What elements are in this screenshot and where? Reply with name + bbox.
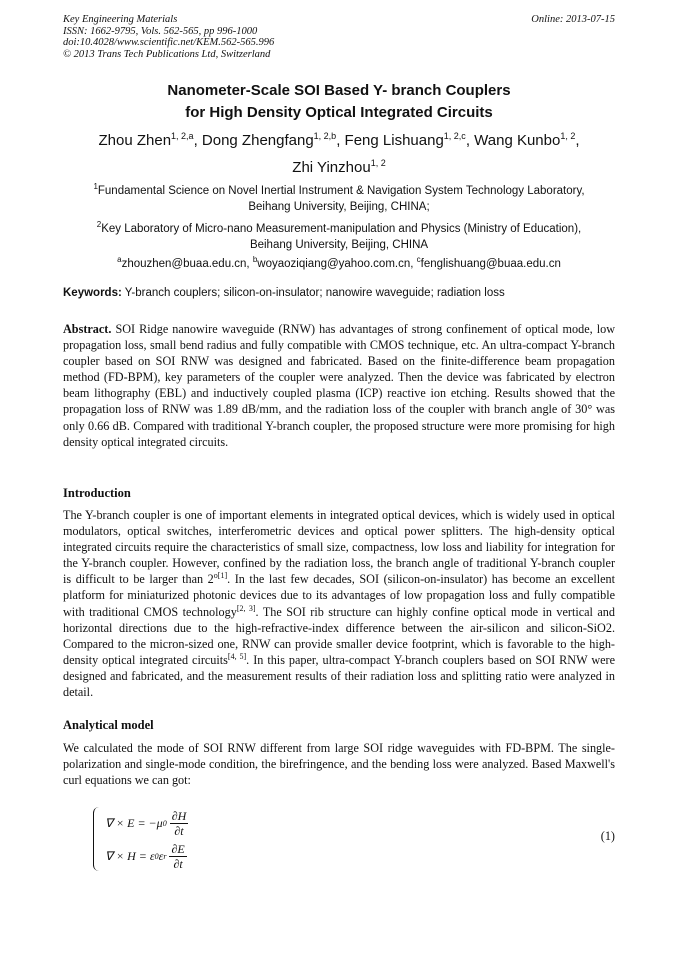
author-affiliation-mark: 1, 2,a	[171, 131, 194, 141]
citation[interactable]: [4, 5]	[227, 651, 247, 661]
author-name: Feng Lishuang	[344, 132, 444, 149]
equation-epsilon: ε	[158, 849, 164, 863]
keywords-line	[63, 287, 505, 299]
equation-subscript: 0	[154, 852, 159, 861]
body-text: . The SOI rib structure can highly confine optical mode in vertical and horizontal directions due to the high-refractive-index difference between the air-silicon and silicon-SiO2. Compared to the micron-sized one, RNW can provide smaller device footprint, which is favorable to the high-density optical integrated circuits	[63, 604, 615, 667]
affiliation-1	[0, 179, 678, 215]
fraction-numerator: ∂E	[171, 842, 185, 856]
email-mark: a	[117, 255, 122, 264]
title-line-2: for High Density Optical Integrated Circuits	[185, 104, 493, 121]
fraction-numerator: ∂H	[171, 809, 187, 823]
citation[interactable]: [2, 3]	[236, 603, 256, 613]
copyright-line: © 2013 Trans Tech Publications Ltd, Switzerland	[63, 48, 271, 60]
section-heading-analytical-model: Analytical model	[63, 718, 154, 732]
equation-line-1	[105, 809, 188, 838]
keywords-label: Keywords:	[63, 287, 122, 299]
equation-fraction	[170, 809, 189, 838]
author-name: Zhi Yinzhou	[292, 159, 371, 176]
author-name: Dong Zhengfang	[201, 132, 314, 149]
keywords-text: Y-branch couplers; silicon-on-insulator; nanowire waveguide; radiation loss	[124, 287, 505, 299]
email-address[interactable]: fenglishuang@buaa.edu.cn	[420, 257, 561, 270]
author-list: Zhou Zhen$^{1, 2,a}$, Dong Zhengfang$^{1, 2,b}$, Feng Lishuang$^{1, 2,c}$, Wang Kunbo$^{1, 2}$, Zhi Yinzhou$^{1, 2}$	[98, 131, 580, 176]
citation[interactable]: o[1]	[213, 571, 228, 581]
equation-number: (1)	[600, 829, 615, 843]
equation-subscript: r	[163, 852, 167, 861]
equation-line-2	[105, 842, 187, 871]
author-affiliation-mark: 1, 2	[370, 158, 386, 168]
body-text: . In this paper, ultra-compact Y-branch couplers based on SOI RNW were designed and fabricated, and the measurement results of their radiation loss and splitting ratio were analyzed in detail.	[63, 652, 616, 700]
body-text: The Y-branch coupler is one of important elements in integrated optical devices, which is widely used in optical modulators, optical switches, interferometric devices and optical power splitters. The high-density optical integrated circuits require the characteristics of small size, compactness, low loss and liability for integration for the Y-branch coupler. However, confined by the radiation loss, the branch angle of traditional Y-branch coupler is difficult to be larger than 2	[63, 508, 615, 587]
fraction-denominator: ∂t	[173, 857, 183, 871]
journal-name: Key Engineering Materials	[63, 14, 178, 25]
body-text: . In the last few decades, SOI (silicon-on-insulator) has become an excellent platform for miniaturized photonic devices due to its advantages of low propagation loss and fully compatible with traditional CMOS technology	[63, 572, 615, 619]
equation-lhs: ∇ × H = ε	[105, 849, 155, 863]
paper-title	[0, 80, 678, 124]
abstract-paragraph	[63, 321, 615, 450]
affiliation-text: Beihang University, Beijing, CHINA;	[248, 200, 430, 213]
author-emails	[0, 252, 678, 272]
author-name: Wang Kunbo	[474, 132, 561, 149]
affiliation-mark: 1	[93, 182, 98, 191]
introduction-paragraph	[63, 507, 615, 700]
abstract-text: SOI Ridge nanowire waveguide (RNW) has advantages of strong confinement of optical mode, low propagation loss, small bend radius and fully compatible with CMOS technique, etc. An ultra-compact Y-branch coupler based on SOI RNW was designed and fabricated. Based on the finite-difference beam propagation method (FD-BPM), key parameters of the coupler were analyzed. Then the device was fabricated by electron beam lithography (EBL) and inductively coupled plasma (ICP) reactive ion etching. Results showed that the propagation loss of RNW was 1.89 dB/mm, and the radiation loss of the coupler with branch angle of 30° was only 0.66 dB. Compared with traditional Y-branch coupler, the proposed structure were more promising for high density optical integrated circuits.	[63, 322, 615, 449]
affiliation-2	[0, 217, 678, 253]
email-address[interactable]: woyaoziqiang@yahoo.com.cn,	[257, 257, 414, 270]
affiliation-text: Key Laboratory of Micro-nano Measurement-manipulation and Physics (Ministry of Education),	[101, 222, 582, 235]
analytical-paragraph: We calculated the mode of SOI RNW different from large SOI ridge waveguides with FD-BPM. The single-polarization and single-mode condition, the birefringence, and the bending loss were analyzed. Based Maxwell's curl equations we can got:	[63, 741, 615, 788]
email-mark: b	[252, 255, 258, 264]
equation-subscript: 0	[162, 819, 167, 828]
author-affiliation-mark: 1, 2,b	[313, 131, 337, 141]
doi-line: doi:10.4028/www.scientific.net/KEM.562-565.996	[63, 37, 275, 48]
fraction-denominator: ∂t	[174, 824, 184, 838]
affiliation-mark: 2	[96, 220, 102, 229]
online-date: Online: 2013-07-15	[531, 14, 615, 25]
issn-line: ISSN: 1662-9795, Vols. 562-565, pp 996-1000	[63, 25, 258, 37]
author-affiliation-mark: 1, 2	[560, 131, 576, 141]
journal-header	[63, 14, 274, 60]
author-name: Zhou Zhen	[98, 132, 172, 149]
section-heading-introduction: Introduction	[63, 486, 131, 500]
maxwell-equations	[93, 805, 293, 875]
affiliation-text: Beihang University, Beijing, CHINA	[249, 238, 429, 251]
equation-lhs: ∇ × E = −μ	[105, 816, 163, 830]
email-mark: c	[416, 255, 421, 264]
email-address[interactable]: zhouzhen@buaa.edu.cn,	[121, 257, 250, 270]
equation-brace	[93, 807, 102, 871]
equation-fraction	[169, 842, 186, 871]
abstract-label: Abstract.	[63, 322, 112, 336]
author-affiliation-mark: 1, 2,c	[443, 131, 466, 141]
affiliation-text: Fundamental Science on Novel Inertial Instrument & Navigation System Technology Laboratory,	[97, 184, 585, 197]
title-line-1: Nanometer-Scale SOI Based Y- branch Couplers	[167, 82, 511, 99]
